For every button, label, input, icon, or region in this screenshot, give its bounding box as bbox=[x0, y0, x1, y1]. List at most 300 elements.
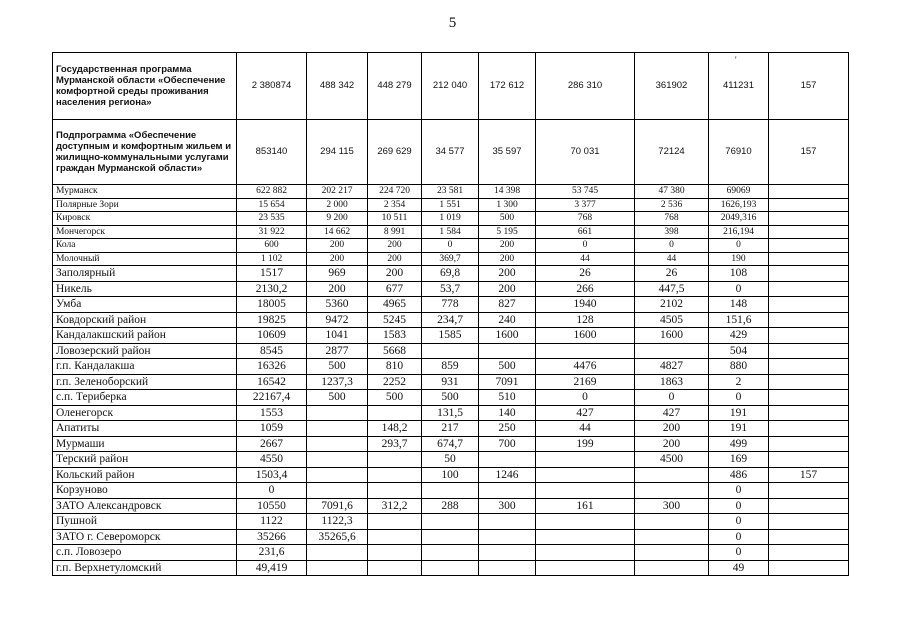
table-row bbox=[53, 120, 849, 185]
table-cell bbox=[307, 452, 368, 468]
table-cell: 1041 bbox=[307, 328, 368, 344]
table-cell bbox=[536, 452, 635, 468]
table-cell: 35266 bbox=[237, 529, 307, 545]
table-cell: 300 bbox=[635, 498, 709, 514]
table-cell: 510 bbox=[479, 390, 536, 406]
table-cell: 191 bbox=[709, 421, 769, 437]
row-label: Полярные Зори bbox=[53, 198, 237, 212]
table-cell: 1583 bbox=[368, 328, 422, 344]
table-cell: 931 bbox=[422, 374, 479, 390]
table-cell: 148,2 bbox=[368, 421, 422, 437]
table-cell bbox=[422, 560, 479, 576]
table-cell: 1 019 bbox=[422, 212, 479, 226]
table-cell bbox=[769, 225, 849, 239]
table-cell: 5245 bbox=[368, 312, 422, 328]
table-row bbox=[53, 514, 849, 530]
table-cell bbox=[635, 343, 709, 359]
table-cell: 2 354 bbox=[368, 198, 422, 212]
table-cell: 398 bbox=[635, 225, 709, 239]
row-label: Пушной bbox=[53, 514, 237, 530]
table-cell: 488 342 bbox=[307, 53, 368, 120]
table-cell: 31 922 bbox=[237, 225, 307, 239]
table-cell: 810 bbox=[368, 359, 422, 375]
table-cell: 22167,4 bbox=[237, 390, 307, 406]
table-cell: 0 bbox=[237, 483, 307, 499]
table-cell: 1246 bbox=[479, 467, 536, 483]
table-cell bbox=[769, 483, 849, 499]
table-cell: 169 bbox=[709, 452, 769, 468]
table-cell: 500 bbox=[368, 390, 422, 406]
table-cell: 199 bbox=[536, 436, 635, 452]
table-cell: 2 380874 bbox=[237, 53, 307, 120]
table-cell: 427 bbox=[635, 405, 709, 421]
table-cell: 1 300 bbox=[479, 198, 536, 212]
table-cell bbox=[307, 405, 368, 421]
table-cell: 4550 bbox=[237, 452, 307, 468]
table-cell: 2 bbox=[709, 374, 769, 390]
table-cell: 200 bbox=[368, 239, 422, 253]
row-label: Ковдорский район bbox=[53, 312, 237, 328]
row-label: с.п. Териберка bbox=[53, 390, 237, 406]
table-cell: 7091,6 bbox=[307, 498, 368, 514]
table-cell: 700 bbox=[479, 436, 536, 452]
row-label: г.п. Кандалакша bbox=[53, 359, 237, 375]
table-cell bbox=[769, 281, 849, 297]
table-cell: 157 bbox=[769, 120, 849, 185]
table-cell: 0 bbox=[709, 545, 769, 561]
table-cell: 293,7 bbox=[368, 436, 422, 452]
table-cell: 1503,4 bbox=[237, 467, 307, 483]
table-cell: 200 bbox=[368, 252, 422, 266]
table-cell: 827 bbox=[479, 297, 536, 313]
table-cell: 661 bbox=[536, 225, 635, 239]
table-cell: 447,5 bbox=[635, 281, 709, 297]
table-cell bbox=[769, 359, 849, 375]
table-row bbox=[53, 405, 849, 421]
table-cell: 50 bbox=[422, 452, 479, 468]
row-label: ЗАТО г. Североморск bbox=[53, 529, 237, 545]
table-cell: 14 662 bbox=[307, 225, 368, 239]
table-cell bbox=[368, 467, 422, 483]
table-row bbox=[53, 343, 849, 359]
table-cell: 448 279 bbox=[368, 53, 422, 120]
row-label: с.п. Ловозеро bbox=[53, 545, 237, 561]
row-label: Подпрограмма «Обеспечение доступным и комфортным жильем и жилищно-коммунальными услугами граждан Мурманской области» bbox=[53, 120, 237, 185]
table-cell: 1122 bbox=[237, 514, 307, 530]
table-cell: 49 bbox=[709, 560, 769, 576]
table-cell: 140 bbox=[479, 405, 536, 421]
table-cell: 23 581 bbox=[422, 185, 479, 199]
table-cell: 10609 bbox=[237, 328, 307, 344]
table-cell: 429 bbox=[709, 328, 769, 344]
table-cell: 778 bbox=[422, 297, 479, 313]
table-cell: 250 bbox=[479, 421, 536, 437]
table-cell: 500 bbox=[422, 390, 479, 406]
table-cell bbox=[769, 374, 849, 390]
table-cell: 44 bbox=[635, 252, 709, 266]
table-cell bbox=[368, 452, 422, 468]
table-cell: 240 bbox=[479, 312, 536, 328]
table-cell: 0 bbox=[709, 483, 769, 499]
table-cell: 100 bbox=[422, 467, 479, 483]
table-cell: 76910 bbox=[709, 120, 769, 185]
table-cell: 2169 bbox=[536, 374, 635, 390]
table-cell bbox=[635, 467, 709, 483]
table-cell: 200 bbox=[307, 252, 368, 266]
table-row bbox=[53, 483, 849, 499]
table-row bbox=[53, 560, 849, 576]
table-cell: 0 bbox=[635, 390, 709, 406]
table-cell bbox=[536, 529, 635, 545]
row-label: Заполярный bbox=[53, 266, 237, 282]
table-cell bbox=[368, 405, 422, 421]
row-label: Государственная программа Мурманской области «Обеспечение комфортной среды проживания населения региона» bbox=[53, 53, 237, 120]
row-label: Никель bbox=[53, 281, 237, 297]
table-cell: 44 bbox=[536, 252, 635, 266]
table-cell: 1940 bbox=[536, 297, 635, 313]
table-cell: 2049,316 bbox=[709, 212, 769, 226]
table-cell: 200 bbox=[307, 281, 368, 297]
table-cell bbox=[769, 198, 849, 212]
table-body bbox=[53, 53, 849, 576]
table-cell: 202 217 bbox=[307, 185, 368, 199]
table-cell: 504 bbox=[709, 343, 769, 359]
table-cell: 200 bbox=[368, 266, 422, 282]
table-cell: 200 bbox=[307, 239, 368, 253]
table-cell: 1237,3 bbox=[307, 374, 368, 390]
table-cell: 0 bbox=[709, 514, 769, 530]
table-cell: 23 535 bbox=[237, 212, 307, 226]
table-cell: 312,2 bbox=[368, 498, 422, 514]
table-cell: 0 bbox=[635, 239, 709, 253]
table-cell bbox=[479, 514, 536, 530]
table-cell bbox=[307, 483, 368, 499]
table-row bbox=[53, 328, 849, 344]
table-cell: 16542 bbox=[237, 374, 307, 390]
table-cell: 200 bbox=[479, 281, 536, 297]
row-label: Кандалакшский район bbox=[53, 328, 237, 344]
table-cell: 0 bbox=[709, 529, 769, 545]
table-cell: 200 bbox=[635, 421, 709, 437]
table-cell: 361902 bbox=[635, 53, 709, 120]
table-row bbox=[53, 53, 849, 120]
table-cell bbox=[368, 529, 422, 545]
table-cell: 2102 bbox=[635, 297, 709, 313]
table-cell: 288 bbox=[422, 498, 479, 514]
table-cell: 34 577 bbox=[422, 120, 479, 185]
table-cell: 0 bbox=[709, 239, 769, 253]
table-cell bbox=[479, 560, 536, 576]
table-cell: 234,7 bbox=[422, 312, 479, 328]
table-cell bbox=[635, 483, 709, 499]
table-cell: 190 bbox=[709, 252, 769, 266]
table-cell bbox=[422, 529, 479, 545]
table-cell: 969 bbox=[307, 266, 368, 282]
table-cell: 286 310 bbox=[536, 53, 635, 120]
table-row bbox=[53, 374, 849, 390]
table-cell bbox=[769, 312, 849, 328]
table-cell: 4827 bbox=[635, 359, 709, 375]
table-cell: 200 bbox=[479, 266, 536, 282]
table-cell: 1553 bbox=[237, 405, 307, 421]
table-cell bbox=[635, 560, 709, 576]
table-cell: 880 bbox=[709, 359, 769, 375]
table-cell: 1122,3 bbox=[307, 514, 368, 530]
table-cell: 72124 bbox=[635, 120, 709, 185]
table-cell bbox=[769, 185, 849, 199]
table-cell: 2130,2 bbox=[237, 281, 307, 297]
table-row bbox=[53, 225, 849, 239]
table-cell bbox=[368, 514, 422, 530]
table-cell bbox=[769, 343, 849, 359]
table-cell: 15 654 bbox=[237, 198, 307, 212]
budget-table bbox=[52, 52, 849, 576]
table-cell: 622 882 bbox=[237, 185, 307, 199]
table-cell: 8 991 bbox=[368, 225, 422, 239]
row-label: Ловозерский район bbox=[53, 343, 237, 359]
table-cell: 131,5 bbox=[422, 405, 479, 421]
table-cell: 1517 bbox=[237, 266, 307, 282]
table-row bbox=[53, 198, 849, 212]
table-cell: 4476 bbox=[536, 359, 635, 375]
table-cell: 2 536 bbox=[635, 198, 709, 212]
table-cell: 859 bbox=[422, 359, 479, 375]
table-cell bbox=[368, 545, 422, 561]
table-cell: 0 bbox=[536, 239, 635, 253]
table-cell: 108 bbox=[709, 266, 769, 282]
table-cell bbox=[635, 529, 709, 545]
table-cell: 4965 bbox=[368, 297, 422, 313]
table-cell: 1863 bbox=[635, 374, 709, 390]
table-cell bbox=[635, 514, 709, 530]
table-cell: 157 bbox=[769, 467, 849, 483]
row-label: Мончегорск bbox=[53, 225, 237, 239]
table-cell bbox=[479, 452, 536, 468]
table-cell: 216,194 bbox=[709, 225, 769, 239]
table-cell: 26 bbox=[536, 266, 635, 282]
table-cell bbox=[479, 483, 536, 499]
table-cell bbox=[769, 266, 849, 282]
table-cell: 217 bbox=[422, 421, 479, 437]
table-row bbox=[53, 281, 849, 297]
table-cell bbox=[422, 545, 479, 561]
table-cell bbox=[307, 436, 368, 452]
table-cell bbox=[536, 560, 635, 576]
row-label: Кировск bbox=[53, 212, 237, 226]
table-cell: 2 000 bbox=[307, 198, 368, 212]
row-label: Терский район bbox=[53, 452, 237, 468]
table-cell: 500 bbox=[479, 359, 536, 375]
table-cell: 191 bbox=[709, 405, 769, 421]
table-cell: 1 102 bbox=[237, 252, 307, 266]
table-cell: 200 bbox=[635, 436, 709, 452]
table-cell: 1 551 bbox=[422, 198, 479, 212]
table-cell: 294 115 bbox=[307, 120, 368, 185]
table-row bbox=[53, 467, 849, 483]
table-cell: 369,7 bbox=[422, 252, 479, 266]
table-cell: 10 511 bbox=[368, 212, 422, 226]
table-cell bbox=[769, 405, 849, 421]
table-cell: 35 597 bbox=[479, 120, 536, 185]
row-label: Мурманск bbox=[53, 185, 237, 199]
table-cell: 47 380 bbox=[635, 185, 709, 199]
table-cell: 427 bbox=[536, 405, 635, 421]
table-cell: 69,8 bbox=[422, 266, 479, 282]
row-label: Умба bbox=[53, 297, 237, 313]
table-cell: 161 bbox=[536, 498, 635, 514]
table-cell: 0 bbox=[422, 239, 479, 253]
margin-mark: ' bbox=[735, 55, 737, 65]
table-cell: 70 031 bbox=[536, 120, 635, 185]
table-cell bbox=[479, 545, 536, 561]
table-cell bbox=[769, 514, 849, 530]
table-cell: 200 bbox=[479, 239, 536, 253]
table-cell: 224 720 bbox=[368, 185, 422, 199]
table-cell: 0 bbox=[709, 498, 769, 514]
table-cell: 853140 bbox=[237, 120, 307, 185]
table-cell bbox=[536, 483, 635, 499]
row-label: Мурмаши bbox=[53, 436, 237, 452]
table-cell: 300 bbox=[479, 498, 536, 514]
row-label: Оленегорск bbox=[53, 405, 237, 421]
table-cell bbox=[422, 514, 479, 530]
table-cell: 5 195 bbox=[479, 225, 536, 239]
table-cell: 500 bbox=[307, 359, 368, 375]
table-cell bbox=[769, 560, 849, 576]
table-cell: 411231 bbox=[709, 53, 769, 120]
table-cell: 53,7 bbox=[422, 281, 479, 297]
table-cell: 200 bbox=[479, 252, 536, 266]
table-cell: 2877 bbox=[307, 343, 368, 359]
table-cell: 2252 bbox=[368, 374, 422, 390]
table-cell: 768 bbox=[635, 212, 709, 226]
table-cell bbox=[769, 212, 849, 226]
table-cell bbox=[769, 452, 849, 468]
table-cell: 500 bbox=[307, 390, 368, 406]
table-cell: 2667 bbox=[237, 436, 307, 452]
table-cell: 53 745 bbox=[536, 185, 635, 199]
table-cell: 49,419 bbox=[237, 560, 307, 576]
table-row bbox=[53, 297, 849, 313]
row-label: г.п. Верхнетуломский bbox=[53, 560, 237, 576]
table-cell: 69069 bbox=[709, 185, 769, 199]
table-cell: 14 398 bbox=[479, 185, 536, 199]
table-cell bbox=[536, 343, 635, 359]
table-cell: 128 bbox=[536, 312, 635, 328]
table-cell bbox=[307, 421, 368, 437]
table-cell bbox=[422, 343, 479, 359]
table-cell bbox=[536, 467, 635, 483]
table-cell: 16326 bbox=[237, 359, 307, 375]
table-row bbox=[53, 545, 849, 561]
table-cell: 151,6 bbox=[709, 312, 769, 328]
row-label: Апатиты bbox=[53, 421, 237, 437]
table-cell: 600 bbox=[237, 239, 307, 253]
table-cell: 1626,193 bbox=[709, 198, 769, 212]
table-cell bbox=[769, 498, 849, 514]
row-label: г.п. Зеленоборский bbox=[53, 374, 237, 390]
row-label: Молочный bbox=[53, 252, 237, 266]
table-cell: 269 629 bbox=[368, 120, 422, 185]
table-cell bbox=[769, 421, 849, 437]
table-cell: 44 bbox=[536, 421, 635, 437]
table-cell: 768 bbox=[536, 212, 635, 226]
table-cell: 499 bbox=[709, 436, 769, 452]
table-cell bbox=[307, 545, 368, 561]
table-cell: 9472 bbox=[307, 312, 368, 328]
table-cell bbox=[769, 529, 849, 545]
table-row bbox=[53, 252, 849, 266]
table-cell: 4505 bbox=[635, 312, 709, 328]
table-cell bbox=[368, 483, 422, 499]
table-cell: 19825 bbox=[237, 312, 307, 328]
table-cell: 10550 bbox=[237, 498, 307, 514]
table-row bbox=[53, 185, 849, 199]
table-cell: 1 584 bbox=[422, 225, 479, 239]
table-cell: 8545 bbox=[237, 343, 307, 359]
table-cell: 212 040 bbox=[422, 53, 479, 120]
table-cell: 18005 bbox=[237, 297, 307, 313]
table-cell bbox=[536, 545, 635, 561]
row-label: Кольский район bbox=[53, 467, 237, 483]
row-label: ЗАТО Александровск bbox=[53, 498, 237, 514]
table-cell bbox=[635, 545, 709, 561]
table-cell: 231,6 bbox=[237, 545, 307, 561]
table-cell: 3 377 bbox=[536, 198, 635, 212]
page-number: 5 bbox=[448, 15, 457, 31]
table-cell: 1600 bbox=[479, 328, 536, 344]
table-row bbox=[53, 390, 849, 406]
table-cell: 500 bbox=[479, 212, 536, 226]
table-cell: 1585 bbox=[422, 328, 479, 344]
table-cell: 5360 bbox=[307, 297, 368, 313]
table-cell: 677 bbox=[368, 281, 422, 297]
table-cell bbox=[307, 560, 368, 576]
table-cell: 1059 bbox=[237, 421, 307, 437]
table-row bbox=[53, 239, 849, 253]
table-cell: 266 bbox=[536, 281, 635, 297]
table-cell: 148 bbox=[709, 297, 769, 313]
table-cell: 7091 bbox=[479, 374, 536, 390]
table-cell bbox=[769, 297, 849, 313]
table-row bbox=[53, 212, 849, 226]
table-cell: 26 bbox=[635, 266, 709, 282]
table-cell bbox=[769, 436, 849, 452]
table-cell: 157 bbox=[769, 53, 849, 120]
table-cell: 4500 bbox=[635, 452, 709, 468]
table-cell: 35265,6 bbox=[307, 529, 368, 545]
row-label: Корзуново bbox=[53, 483, 237, 499]
table-row bbox=[53, 359, 849, 375]
table-cell bbox=[769, 545, 849, 561]
table-cell: 0 bbox=[536, 390, 635, 406]
table-row bbox=[53, 529, 849, 545]
table-row bbox=[53, 312, 849, 328]
table-cell bbox=[368, 560, 422, 576]
table-cell: 1600 bbox=[536, 328, 635, 344]
table-row bbox=[53, 436, 849, 452]
table-cell bbox=[769, 328, 849, 344]
table-row bbox=[53, 498, 849, 514]
row-label: Кола bbox=[53, 239, 237, 253]
table-cell: 5668 bbox=[368, 343, 422, 359]
table-cell: 1600 bbox=[635, 328, 709, 344]
table-row bbox=[53, 266, 849, 282]
table-cell bbox=[536, 514, 635, 530]
table-cell bbox=[422, 483, 479, 499]
table-cell: 9 200 bbox=[307, 212, 368, 226]
table-cell: 674,7 bbox=[422, 436, 479, 452]
